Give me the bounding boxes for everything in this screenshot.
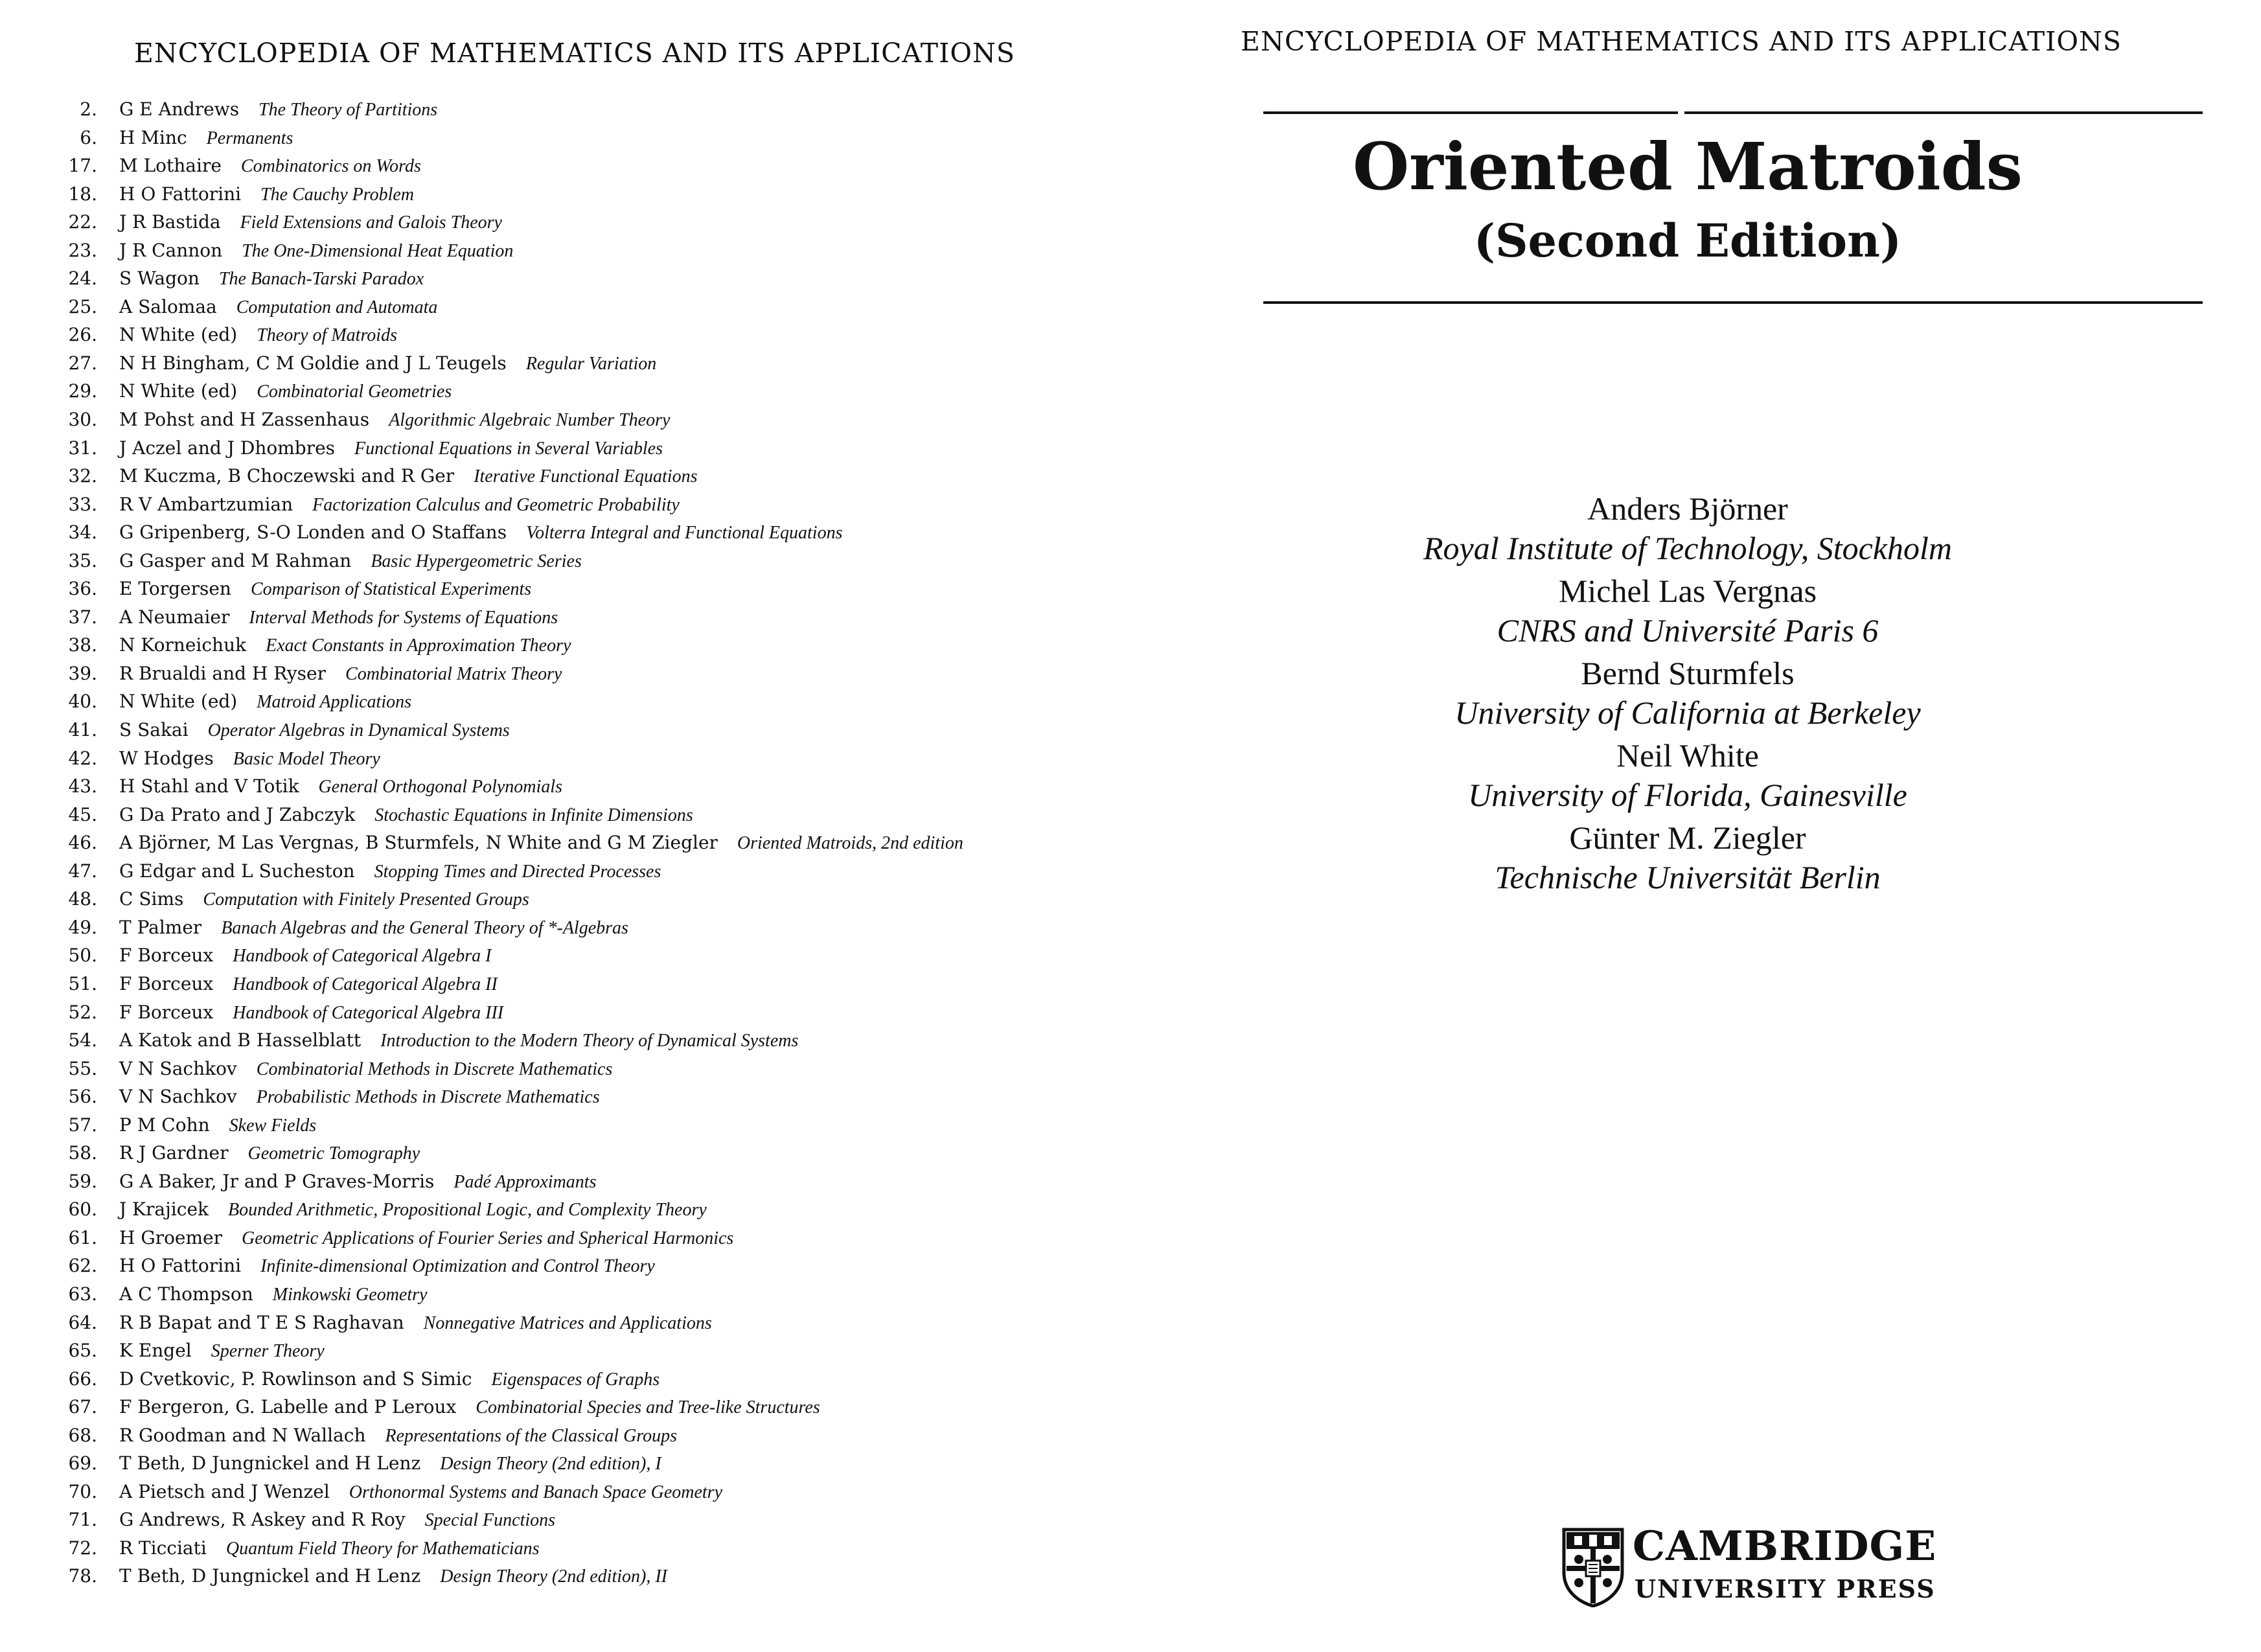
series-list-item <box>0 1055 1130 1083</box>
series-item-author: A Pietsch and J Wenzel <box>119 1480 330 1502</box>
series-item-author: C Sims <box>119 888 184 910</box>
series-item-title: Skew Fields <box>229 1115 317 1136</box>
series-item-number: 29. <box>68 380 97 402</box>
series-item-title: Regular Variation <box>525 353 657 374</box>
series-item-number: 22. <box>68 211 97 233</box>
series-item-number: 37. <box>68 606 97 628</box>
series-item-author: H Minc <box>119 126 187 148</box>
series-item-title: Orthonormal Systems and Banach Space Geometry <box>349 1482 723 1502</box>
series-item-number: 57. <box>68 1114 97 1136</box>
series-list-item <box>0 434 1130 463</box>
author-name: Bernd Sturmfels <box>1581 655 1795 691</box>
author-affiliation: CNRS and Université Paris 6 <box>1497 612 1879 648</box>
series-item-number: 58. <box>68 1142 97 1164</box>
right-page <box>1130 0 2261 1652</box>
series-item-title: Combinatorics on Words <box>240 156 421 177</box>
series-item-author: H O Fattorini <box>119 183 242 205</box>
series-item-title: Handbook of Categorical Algebra III <box>233 1002 504 1023</box>
series-item-number: 55. <box>68 1057 97 1079</box>
series-list-item <box>0 885 1130 913</box>
series-item-number: 49. <box>68 916 97 938</box>
series-item-number: 60. <box>68 1199 97 1221</box>
series-list-item <box>0 660 1130 688</box>
series-list-item <box>0 1534 1130 1563</box>
series-item-author: R Goodman and N Wallach <box>119 1424 366 1446</box>
series-item-title: Oriented Matroids, 2nd edition <box>737 833 963 854</box>
series-list-item <box>0 1337 1130 1365</box>
author-affiliation: Royal Institute of Technology, Stockholm <box>1423 530 1953 566</box>
series-item-title: Combinatorial Matrix Theory <box>345 663 562 684</box>
series-item-number: 50. <box>68 945 97 967</box>
series-item-title: Computation with Finitely Presented Groups <box>203 889 529 910</box>
series-item-number: 46. <box>68 832 97 854</box>
series-item-title: Stochastic Equations in Infinite Dimensions <box>374 805 693 825</box>
series-list-item <box>0 970 1130 998</box>
series-item-number: 33. <box>68 493 97 515</box>
series-item-author: W Hodges <box>119 747 214 769</box>
series-item-number: 64. <box>68 1311 97 1333</box>
series-list-item <box>0 1478 1130 1506</box>
series-item-author: A C Thompson <box>119 1283 253 1305</box>
series-item-title: The Cauchy Problem <box>260 184 415 205</box>
series-list-item <box>0 1562 1130 1590</box>
series-item-author: G Edgar and L Sucheston <box>119 860 355 882</box>
series-item-author: M Kuczma, B Choczewski and R Ger <box>119 465 455 487</box>
series-item-number: 71. <box>68 1509 97 1531</box>
series-list-item <box>0 406 1130 434</box>
series-list-item <box>0 349 1130 378</box>
series-item-title: Representations of the Classical Groups <box>385 1425 678 1446</box>
series-item-title: Infinite-dimensional Optimization and Control Theory <box>260 1256 655 1277</box>
series-item-number: 38. <box>68 634 97 656</box>
series-item-number: 18. <box>68 183 97 205</box>
bottom-rule <box>1263 301 2203 304</box>
series-list-item <box>0 1309 1130 1337</box>
series-list-item <box>0 518 1130 547</box>
series-item-title: Comparison of Statistical Experiments <box>250 579 532 600</box>
series-list-item <box>0 1083 1130 1111</box>
title-page-header: ENCYCLOPEDIA OF MATHEMATICS AND ITS APPLICATIONS <box>1241 26 2122 57</box>
series-item-author: R J Gardner <box>119 1142 229 1164</box>
series-item-author: K Engel <box>119 1340 192 1362</box>
series-list-item <box>0 603 1130 632</box>
series-item-title: Functional Equations in Several Variables <box>354 438 663 459</box>
series-item-title: General Orthogonal Polynomials <box>318 777 562 797</box>
series-item-author: H Stahl and V Totik <box>119 775 299 797</box>
series-item-author: T Beth, D Jungnickel and H Lenz <box>119 1565 421 1587</box>
top-rule-right <box>1684 111 2203 114</box>
series-item-title: Combinatorial Geometries <box>257 382 452 402</box>
series-item-number: 61. <box>68 1226 97 1248</box>
series-item-author: N Korneichuk <box>119 634 247 656</box>
series-list-item <box>0 1393 1130 1421</box>
series-item-author: V N Sachkov <box>119 1086 237 1108</box>
series-list-item <box>0 180 1130 209</box>
series-item-number: 45. <box>68 803 97 825</box>
cambridge-crest-icon <box>1561 1527 1625 1607</box>
author-block <box>1130 736 2245 815</box>
publisher-name: CAMBRIDGE <box>1633 1522 1937 1570</box>
series-item-number: 6. <box>80 126 97 148</box>
series-item-author: G Gasper and M Rahman <box>119 549 352 571</box>
author-affiliation: University of Florida, Gainesville <box>1468 777 1907 813</box>
series-item-title: Design Theory (2nd edition), I <box>440 1454 661 1474</box>
series-item-title: Padé Approximants <box>453 1171 597 1192</box>
series-list-item <box>0 716 1130 744</box>
series-list-item <box>0 1421 1130 1450</box>
series-item-number: 41. <box>68 719 97 741</box>
series-item-author: E Torgersen <box>119 578 231 600</box>
series-item-title: Handbook of Categorical Algebra II <box>233 974 498 994</box>
series-item-author: N White (ed) <box>119 380 238 402</box>
series-item-author: N White (ed) <box>119 691 238 713</box>
series-item-title: Nonnegative Matrices and Applications <box>423 1313 712 1333</box>
series-item-number: 39. <box>68 662 97 684</box>
series-item-title: Special Functions <box>424 1510 556 1531</box>
series-item-author: H Groemer <box>119 1226 223 1248</box>
series-item-title: Computation and Automata <box>236 297 438 317</box>
series-list-item <box>0 631 1130 660</box>
series-list-item <box>0 913 1130 942</box>
series-item-number: 59. <box>68 1170 97 1192</box>
left-page <box>0 0 1130 1652</box>
series-item-title: Volterra Integral and Functional Equations <box>526 523 843 544</box>
series-list-item <box>0 744 1130 773</box>
series-item-title: Exact Constants in Approximation Theory <box>266 636 571 656</box>
series-item-number: 78. <box>68 1565 97 1587</box>
series-item-title: Basic Hypergeometric Series <box>371 551 582 571</box>
series-item-number: 54. <box>68 1029 97 1051</box>
series-item-number: 69. <box>68 1452 97 1474</box>
series-list-item <box>0 321 1130 349</box>
series-item-number: 17. <box>68 155 97 177</box>
series-item-author: M Lothaire <box>119 155 222 177</box>
series-item-author: A Björner, M Las Vergnas, B Sturmfels, N White and G M Ziegler <box>119 832 718 854</box>
series-item-title: Factorization Calculus and Geometric Probability <box>312 494 680 515</box>
series-item-title: Combinatorial Species and Tree-like Structures <box>476 1397 820 1418</box>
series-item-title: Matroid Applications <box>257 692 412 713</box>
series-item-title: Bounded Arithmetic, Propositional Logic, and Complexity Theory <box>227 1200 707 1221</box>
series-list-item <box>0 490 1130 519</box>
series-list-item <box>0 941 1130 970</box>
series-list-item <box>0 95 1130 124</box>
series-item-title: Handbook of Categorical Algebra I <box>233 946 492 967</box>
series-item-author: R Ticciati <box>119 1537 207 1559</box>
series-list-item <box>0 829 1130 857</box>
series-list-item <box>0 208 1130 236</box>
author-block <box>1130 489 2245 568</box>
series-list-item <box>0 377 1130 406</box>
series-list-item <box>0 1139 1130 1167</box>
series-item-number: 63. <box>68 1283 97 1305</box>
series-item-author: V N Sachkov <box>119 1057 237 1079</box>
series-item-number: 27. <box>68 352 97 374</box>
series-item-author: D Cvetkovic, P. Rowlinson and S Simic <box>119 1368 472 1390</box>
series-list-item <box>0 293 1130 321</box>
series-item-author: P M Cohn <box>119 1114 210 1136</box>
series-list-item <box>0 1449 1130 1478</box>
series-list-item <box>0 857 1130 886</box>
series-item-number: 25. <box>68 295 97 317</box>
series-item-number: 62. <box>68 1255 97 1277</box>
series-item-number: 72. <box>68 1537 97 1559</box>
series-item-number: 56. <box>68 1086 97 1108</box>
series-item-title: Stopping Times and Directed Processes <box>374 861 661 882</box>
series-list-item <box>0 124 1130 152</box>
series-item-number: 30. <box>68 409 97 431</box>
publisher-logo <box>1561 1522 1950 1610</box>
series-item-title: Sperner Theory <box>211 1341 325 1362</box>
series-header: ENCYCLOPEDIA OF MATHEMATICS AND ITS APPLICATIONS <box>134 38 1015 69</box>
author-name: Michel Las Vergnas <box>1558 573 1817 609</box>
series-item-title: Minkowski Geometry <box>272 1284 428 1305</box>
top-rule-left <box>1263 111 1678 114</box>
series-list-item <box>0 1365 1130 1394</box>
series-list-item <box>0 1026 1130 1055</box>
series-item-number: 31. <box>68 437 97 459</box>
series-item-number: 47. <box>68 860 97 882</box>
series-item-author: A Katok and B Hasselblatt <box>119 1029 362 1051</box>
series-item-title: Field Extensions and Galois Theory <box>240 212 502 233</box>
series-item-number: 23. <box>68 239 97 261</box>
series-item-author: R B Bapat and T E S Raghavan <box>119 1311 404 1333</box>
author-block <box>1130 818 2245 897</box>
series-item-number: 66. <box>68 1368 97 1390</box>
series-list <box>0 95 1130 1590</box>
series-item-title: Design Theory (2nd edition), II <box>440 1566 667 1587</box>
series-item-number: 26. <box>68 324 97 346</box>
series-list-item <box>0 772 1130 801</box>
series-item-author: G Da Prato and J Zabczyk <box>119 803 356 825</box>
series-item-author: A Salomaa <box>119 295 217 317</box>
series-item-number: 40. <box>68 691 97 713</box>
series-item-title: Combinatorial Methods in Discrete Mathematics <box>256 1059 613 1079</box>
series-item-title: The One-Dimensional Heat Equation <box>242 240 514 261</box>
series-list-item <box>0 264 1130 293</box>
series-item-number: 35. <box>68 549 97 571</box>
series-item-number: 43. <box>68 775 97 797</box>
series-item-title: Interval Methods for Systems of Equations <box>249 607 558 628</box>
series-list-item <box>0 1167 1130 1196</box>
series-item-author: J R Bastida <box>119 211 221 233</box>
series-item-number: 24. <box>68 268 97 290</box>
series-item-title: Introduction to the Modern Theory of Dynamical Systems <box>380 1031 799 1051</box>
series-item-number: 36. <box>68 578 97 600</box>
series-item-author: N White (ed) <box>119 324 238 346</box>
series-item-author: H O Fattorini <box>119 1255 242 1277</box>
series-list-item <box>0 152 1130 180</box>
series-item-author: A Neumaier <box>119 606 230 628</box>
series-item-title: Geometric Applications of Fourier Series and Spherical Harmonics <box>242 1228 734 1248</box>
series-list-item <box>0 236 1130 265</box>
author-affiliation: University of California at Berkeley <box>1454 694 1921 731</box>
series-item-number: 67. <box>68 1396 97 1418</box>
series-item-title: Eigenspaces of Graphs <box>491 1369 660 1390</box>
series-item-title: Basic Model Theory <box>233 748 380 769</box>
series-item-author: T Palmer <box>119 916 202 938</box>
series-item-number: 2. <box>80 98 97 120</box>
series-item-author: J R Cannon <box>119 239 223 261</box>
series-item-title: Operator Algebras in Dynamical Systems <box>207 720 510 741</box>
series-list-item <box>0 547 1130 575</box>
series-list-item <box>0 1224 1130 1252</box>
series-list-item <box>0 1280 1130 1309</box>
series-item-author: R V Ambartzumian <box>119 493 293 515</box>
series-item-author: G Gripenberg, S-O Londen and O Staffans <box>119 522 507 544</box>
series-item-number: 68. <box>68 1424 97 1446</box>
series-item-title: Quantum Field Theory for Mathematicians <box>225 1538 540 1559</box>
series-item-title: Iterative Functional Equations <box>474 466 698 487</box>
author-name: Neil White <box>1616 737 1759 774</box>
series-item-author: G A Baker, Jr and P Graves-Morris <box>119 1170 435 1192</box>
series-item-author: N H Bingham, C M Goldie and J L Teugels <box>119 352 507 374</box>
series-item-author: F Borceux <box>119 1001 214 1023</box>
series-item-number: 51. <box>68 972 97 994</box>
author-affiliation: Technische Universität Berlin <box>1495 859 1881 895</box>
series-item-number: 65. <box>68 1340 97 1362</box>
series-item-number: 52. <box>68 1001 97 1023</box>
series-item-title: Banach Algebras and the General Theory of *-Algebras <box>221 917 628 938</box>
series-list-item <box>0 1506 1130 1534</box>
series-item-title: Theory of Matroids <box>257 325 397 346</box>
series-list-item <box>0 1252 1130 1280</box>
author-name: Günter M. Ziegler <box>1569 820 1806 856</box>
series-item-number: 32. <box>68 465 97 487</box>
series-item-title: Probabilistic Methods in Discrete Mathematics <box>256 1087 600 1108</box>
series-item-author: F Borceux <box>119 945 214 967</box>
series-list-item <box>0 801 1130 829</box>
series-item-number: 42. <box>68 747 97 769</box>
authors-list <box>1130 489 2245 901</box>
series-item-title: Geometric Tomography <box>247 1143 420 1164</box>
author-name: Anders Björner <box>1587 490 1788 527</box>
book-title: Oriented Matroids <box>1353 128 2023 205</box>
series-item-title: Permanents <box>206 128 293 148</box>
series-item-author: R Brualdi and H Ryser <box>119 662 327 684</box>
author-block <box>1130 654 2245 733</box>
series-list-item <box>0 462 1130 490</box>
series-item-title: The Banach-Tarski Paradox <box>218 269 424 290</box>
series-item-author: F Bergeron, G. Labelle and P Leroux <box>119 1396 457 1418</box>
series-item-number: 70. <box>68 1480 97 1502</box>
series-list-item <box>0 1195 1130 1224</box>
series-item-author: G Andrews, R Askey and R Roy <box>119 1509 406 1531</box>
series-item-number: 48. <box>68 888 97 910</box>
series-item-author: G E Andrews <box>119 98 240 120</box>
series-item-author: T Beth, D Jungnickel and H Lenz <box>119 1452 421 1474</box>
series-list-item <box>0 687 1130 716</box>
series-list-item <box>0 1111 1130 1140</box>
series-item-author: J Krajicek <box>119 1199 209 1221</box>
series-item-author: F Borceux <box>119 972 214 994</box>
series-item-title: Algorithmic Algebraic Number Theory <box>389 410 671 431</box>
series-list-item <box>0 575 1130 603</box>
series-item-title: The Theory of Partitions <box>258 100 438 120</box>
publisher-subtitle: UNIVERSITY PRESS <box>1635 1574 1936 1603</box>
series-item-author: J Aczel and J Dhombres <box>119 437 336 459</box>
author-block <box>1130 571 2245 650</box>
series-list-item <box>0 998 1130 1027</box>
series-item-author: M Pohst and H Zassenhaus <box>119 409 370 431</box>
series-item-number: 34. <box>68 522 97 544</box>
book-subtitle: (Second Edition) <box>1473 214 1902 268</box>
series-item-author: S Sakai <box>119 719 189 741</box>
series-item-author: S Wagon <box>119 268 200 290</box>
